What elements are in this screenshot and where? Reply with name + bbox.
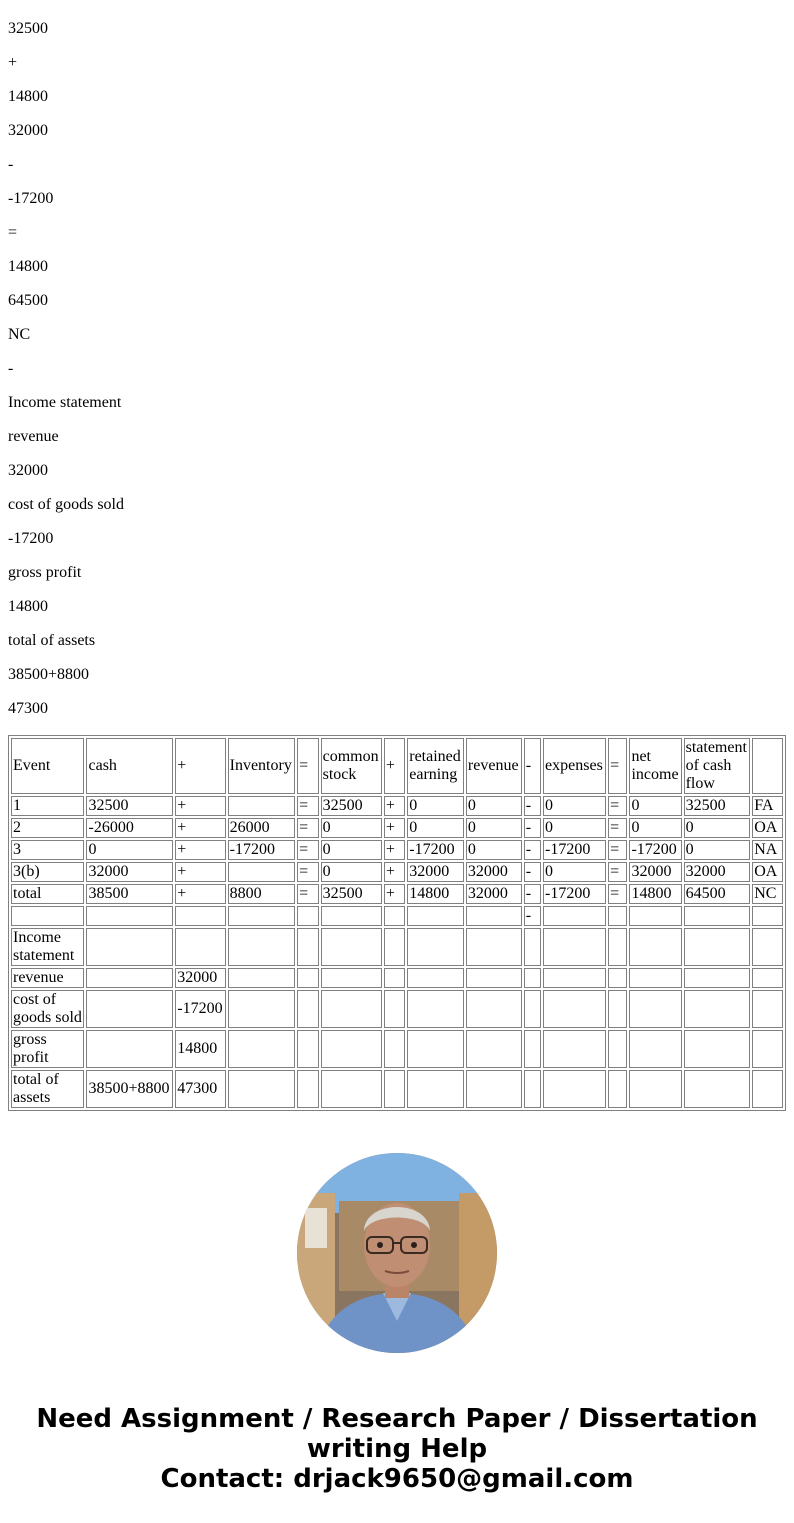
table-cell [228, 796, 296, 816]
table-cell: expenses [543, 738, 606, 794]
table-cell: 32000 [86, 862, 173, 882]
table-cell: -26000 [86, 818, 173, 838]
table-cell: total [11, 884, 84, 904]
table-cell: total of assets [11, 1070, 84, 1108]
table-cell [466, 1070, 522, 1108]
table-cell: revenue [466, 738, 522, 794]
table-cell [752, 1070, 783, 1108]
table-cell [543, 906, 606, 926]
table-cell [384, 906, 405, 926]
table-cell: 2 [11, 818, 84, 838]
table-cell: Inventory [228, 738, 296, 794]
text-line: - [8, 360, 14, 377]
table-cell [608, 968, 627, 988]
table-cell [86, 928, 173, 966]
table-cell [384, 990, 405, 1028]
table-cell [608, 990, 627, 1028]
table-cell: -17200 [175, 990, 225, 1028]
table-cell: common stock [321, 738, 382, 794]
table-cell [684, 968, 751, 988]
table-cell: = [608, 862, 627, 882]
table-cell [86, 968, 173, 988]
table-cell [466, 968, 522, 988]
table-cell: revenue [11, 968, 84, 988]
table-cell [543, 1030, 606, 1068]
table-cell: -17200 [407, 840, 464, 860]
table-cell: 32500 [684, 796, 751, 816]
table-cell: cash [86, 738, 173, 794]
table-row [11, 840, 783, 860]
table-cell: + [384, 818, 405, 838]
table-cell: cost of goods sold [11, 990, 84, 1028]
table-cell: = [608, 884, 627, 904]
table-cell: 32000 [466, 862, 522, 882]
table-cell: 32500 [321, 884, 382, 904]
table-cell: = [297, 840, 318, 860]
table-row [11, 906, 783, 926]
table-cell: 0 [543, 862, 606, 882]
table-cell: 32000 [175, 968, 225, 988]
table-cell: 0 [629, 796, 681, 816]
table-row [11, 990, 783, 1028]
table-cell [297, 928, 318, 966]
table-cell [407, 968, 464, 988]
text-line: gross profit [8, 564, 82, 581]
table-cell: 64500 [684, 884, 751, 904]
table-cell: = [608, 818, 627, 838]
table-cell [543, 968, 606, 988]
table-cell: - [524, 862, 541, 882]
text-line: 32500 [8, 20, 48, 37]
text-line: 32000 [8, 462, 48, 479]
table-cell [228, 928, 296, 966]
table-cell: -17200 [629, 840, 681, 860]
table-cell: + [175, 738, 225, 794]
table-cell [684, 928, 751, 966]
table-cell: 1 [11, 796, 84, 816]
table-row [11, 818, 783, 838]
table-cell [629, 968, 681, 988]
table-cell [466, 1030, 522, 1068]
promo-line: writing Help [306, 1434, 488, 1464]
table-cell [175, 906, 225, 926]
answer-text-lines [8, 20, 124, 734]
table-cell [228, 862, 296, 882]
table-cell: + [384, 884, 405, 904]
table-cell [384, 1070, 405, 1108]
table-cell [297, 968, 318, 988]
table-cell [543, 990, 606, 1028]
text-line: NC [8, 326, 31, 343]
table-cell: 0 [466, 840, 522, 860]
table-header-row [11, 738, 783, 794]
table-cell: 14800 [407, 884, 464, 904]
table-cell: Income statement [11, 928, 84, 966]
text-line: 38500+8800 [8, 666, 90, 683]
table-cell [752, 1030, 783, 1068]
table-cell [629, 1030, 681, 1068]
table-cell: = [608, 840, 627, 860]
table-cell [228, 1070, 296, 1108]
table-cell [321, 990, 382, 1028]
table-cell [524, 968, 541, 988]
table-cell: + [384, 840, 405, 860]
table-cell: = [297, 738, 318, 794]
table-row [11, 884, 783, 904]
table-cell [407, 906, 464, 926]
table-cell [86, 990, 173, 1028]
table-cell [629, 990, 681, 1028]
table-cell: + [384, 796, 405, 816]
text-line: 14800 [8, 598, 48, 615]
table-cell [608, 1030, 627, 1068]
table-cell [384, 928, 405, 966]
table-cell [524, 1070, 541, 1108]
table-cell: 0 [321, 862, 382, 882]
table-cell [608, 928, 627, 966]
table-cell: NC [752, 884, 783, 904]
table-cell: 14800 [629, 884, 681, 904]
table-cell: 0 [321, 818, 382, 838]
text-line: 47300 [8, 700, 48, 717]
table-cell [86, 1030, 173, 1068]
table-cell: 14800 [175, 1030, 225, 1068]
table-cell: + [175, 840, 225, 860]
table-cell: = [297, 818, 318, 838]
table-cell [407, 1070, 464, 1108]
table-cell [752, 738, 783, 794]
table-cell [752, 906, 783, 926]
table-cell: + [175, 884, 225, 904]
table-row [11, 862, 783, 882]
table-cell: 38500+8800 [86, 1070, 173, 1108]
table-cell [407, 1030, 464, 1068]
table-cell: 8800 [228, 884, 296, 904]
table-cell [297, 990, 318, 1028]
table-cell: = [608, 738, 627, 794]
text-line: cost of goods sold [8, 496, 124, 513]
table-row [11, 1070, 783, 1108]
table-cell [321, 1030, 382, 1068]
table-cell: = [297, 796, 318, 816]
text-line: revenue [8, 428, 59, 445]
author-photo [297, 1153, 497, 1353]
table-cell: 0 [684, 818, 751, 838]
table-cell [11, 906, 84, 926]
table-cell: NA [752, 840, 783, 860]
table-cell: 0 [629, 818, 681, 838]
table-cell: -17200 [228, 840, 296, 860]
table-cell: - [524, 840, 541, 860]
table-cell: -17200 [543, 884, 606, 904]
table-cell [297, 1030, 318, 1068]
accounting-equation-table [8, 735, 786, 1111]
table-cell: 32000 [684, 862, 751, 882]
table-cell [321, 1070, 382, 1108]
table-cell: 0 [466, 796, 522, 816]
table-row [11, 928, 783, 966]
table-cell: + [175, 818, 225, 838]
author-avatar [297, 1153, 497, 1353]
table-row [11, 796, 783, 816]
table-cell [524, 990, 541, 1028]
table-row [11, 968, 783, 988]
table-cell: 47300 [175, 1070, 225, 1108]
table-cell: 0 [543, 796, 606, 816]
table-cell: 32000 [629, 862, 681, 882]
table-cell: gross profit [11, 1030, 84, 1068]
table-cell [228, 990, 296, 1028]
table-cell [407, 928, 464, 966]
table-cell [407, 990, 464, 1028]
table-cell [684, 906, 751, 926]
table-cell: + [384, 862, 405, 882]
text-line: 64500 [8, 292, 48, 309]
table-cell: OA [752, 862, 783, 882]
table-cell: 0 [684, 840, 751, 860]
promo-line: Need Assignment / Research Paper / Dissertation [36, 1404, 758, 1434]
table-cell: Event [11, 738, 84, 794]
table-cell: - [524, 818, 541, 838]
table-cell: - [524, 796, 541, 816]
table-cell [297, 1070, 318, 1108]
table-cell [752, 990, 783, 1028]
table-cell: -17200 [543, 840, 606, 860]
table-cell [86, 906, 173, 926]
table-cell: 0 [407, 818, 464, 838]
text-line: + [8, 54, 18, 71]
table-cell: 0 [407, 796, 464, 816]
contact-email[interactable]: Contact: drjack9650@gmail.com [160, 1464, 634, 1494]
table-cell: statement of cash flow [684, 738, 751, 794]
table-cell: 38500 [86, 884, 173, 904]
table-cell [175, 928, 225, 966]
table-cell [524, 1030, 541, 1068]
table-cell: FA [752, 796, 783, 816]
table-cell [684, 990, 751, 1028]
text-line: total of assets [8, 632, 96, 649]
table-cell [228, 1030, 296, 1068]
table-cell [466, 990, 522, 1028]
table-cell: + [175, 862, 225, 882]
table-cell: 32000 [407, 862, 464, 882]
table-cell [321, 968, 382, 988]
table-cell [684, 1070, 751, 1108]
table-cell [466, 906, 522, 926]
text-line: Income statement [8, 394, 122, 411]
table-cell: - [524, 906, 541, 926]
table-cell: + [175, 796, 225, 816]
table-cell [297, 906, 318, 926]
table-cell [321, 906, 382, 926]
table-cell: 0 [86, 840, 173, 860]
table-cell: retained earning [407, 738, 464, 794]
table-cell [629, 906, 681, 926]
table-cell: net income [629, 738, 681, 794]
table-cell: = [297, 862, 318, 882]
table-cell: 0 [543, 818, 606, 838]
table-cell [608, 1070, 627, 1108]
table-cell: 32500 [86, 796, 173, 816]
table-cell [543, 928, 606, 966]
table-cell [466, 928, 522, 966]
table-cell [684, 1030, 751, 1068]
table-cell [321, 928, 382, 966]
table-cell [629, 1070, 681, 1108]
table-cell [752, 968, 783, 988]
table-cell: = [297, 884, 318, 904]
text-line: 14800 [8, 258, 48, 275]
table-cell [228, 906, 296, 926]
text-line: - [8, 156, 14, 173]
table-cell: - [524, 738, 541, 794]
table-cell [384, 968, 405, 988]
table-cell: 3 [11, 840, 84, 860]
table-cell [752, 928, 783, 966]
text-line: -17200 [8, 530, 54, 547]
table-cell: 0 [321, 840, 382, 860]
text-line: = [8, 224, 18, 241]
table-cell: OA [752, 818, 783, 838]
table-cell: + [384, 738, 405, 794]
table-cell: 0 [466, 818, 522, 838]
table-cell: 3(b) [11, 862, 84, 882]
table-cell: 32500 [321, 796, 382, 816]
table-cell [524, 928, 541, 966]
table-cell [608, 906, 627, 926]
table-cell: = [608, 796, 627, 816]
text-line: -17200 [8, 190, 54, 207]
table-cell: 26000 [228, 818, 296, 838]
table-cell [228, 968, 296, 988]
table-cell [543, 1070, 606, 1108]
promo-banner [0, 1404, 794, 1494]
table-row [11, 1030, 783, 1068]
table-cell [629, 928, 681, 966]
table-cell: 32000 [466, 884, 522, 904]
table-cell [384, 1030, 405, 1068]
text-line: 14800 [8, 88, 48, 105]
text-line: 32000 [8, 122, 48, 139]
table-cell: - [524, 884, 541, 904]
